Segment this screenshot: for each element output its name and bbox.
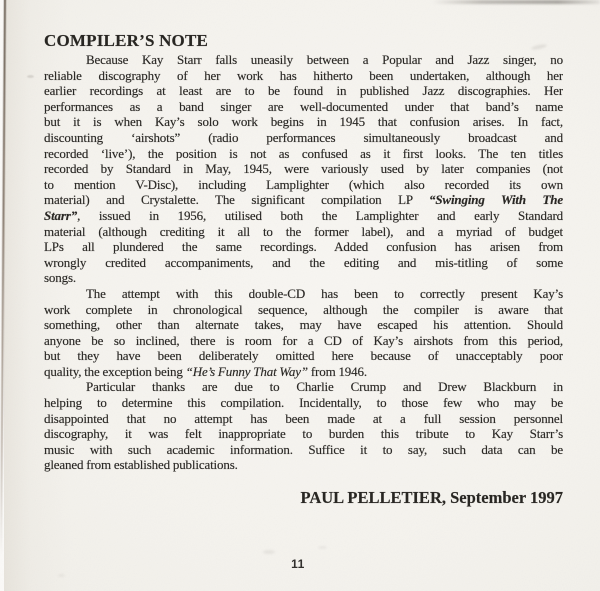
text-line — [44, 457, 563, 473]
text-segment-bold-italic: “Swinging With The — [429, 192, 563, 208]
text-segment: LPs all plundered the same recordings. Added confusion has arisen from — [44, 239, 563, 255]
text-segment-bold-italic: Starr” — [44, 207, 78, 223]
text-line — [44, 177, 563, 193]
text-line — [44, 52, 563, 68]
body-text — [44, 52, 563, 473]
text-line — [44, 239, 563, 255]
text-segment: material (although crediting it all to the former label), and a myriad of budget — [44, 223, 563, 239]
text-segment: wrongly credited accompaniments, and the editing and mis-titling of some — [44, 254, 563, 270]
text-segment: but it is when Kay’s solo work begins in 1945 that confusion arises. In fact, — [44, 114, 563, 130]
text-segment: recorded ‘live’), the position is not as confused as it first looks. The ten titles — [44, 145, 563, 161]
page-title: COMPILER’S NOTE — [44, 31, 209, 50]
scan-smudge — [531, 43, 547, 50]
text-line — [44, 208, 563, 224]
scan-smudge — [318, 546, 327, 549]
text-line — [44, 270, 563, 286]
text-segment: discounting ‘airshots” (radio performances simultaneously broadcast and — [44, 129, 563, 145]
text-segment: , issued in 1956, utilised both the Lamplighter and early Standard — [77, 207, 563, 223]
text-segment: to mention V-Disc), including Lamplighter (which also recorded its own — [44, 176, 563, 192]
text-segment: disappointed that no attempt has been made at a full session personnel — [44, 410, 563, 426]
text-line — [44, 426, 563, 442]
signature-line: PAUL PELLETIER, September 1997 — [300, 488, 563, 507]
scan-smudge — [27, 75, 34, 78]
text-segment: discography, it was felt inappropriate to burden this tribute to Kay Starr’s — [44, 426, 563, 442]
text-line — [44, 161, 563, 177]
scan-smudge-top-right — [432, 0, 600, 4]
text-segment: songs. — [44, 270, 76, 286]
text-line — [44, 379, 563, 395]
text-segment: reliable discography of her work has hitherto been undertaken, although her — [44, 67, 563, 83]
text-line — [44, 192, 563, 208]
text-segment: helping to determine this compilation. Incidentally, to those few who may be — [44, 395, 563, 411]
text-line — [44, 411, 563, 427]
text-line — [44, 68, 563, 84]
text-line — [44, 130, 563, 146]
text-segment: something, other than alternate takes, may have escaped his attention. Should — [44, 317, 563, 333]
text-line — [44, 286, 563, 302]
text-line — [44, 114, 563, 130]
text-segment: quality, the exception being — [44, 363, 186, 379]
text-segment: The attempt with this double-CD has been to correctly present Kay’s — [86, 285, 563, 301]
text-segment: gleaned from established publications. — [44, 457, 238, 473]
text-segment: earlier recordings at least are to be found in published Jazz discographies. Her — [44, 83, 563, 99]
text-line — [44, 99, 563, 115]
text-line — [44, 83, 563, 99]
text-segment: but they have been deliberately omitted here because of unacceptably poor — [44, 348, 563, 364]
text-line — [44, 364, 563, 380]
text-line — [44, 442, 563, 458]
text-segment: Particular thanks are due to Charlie Crump and Drew Blackburn in — [86, 379, 563, 395]
text-segment: performances as a band singer are well-documented under that band’s name — [44, 98, 563, 114]
text-segment: music with such academic information. Suffice it to say, such data can be — [44, 441, 563, 457]
text-segment-italic: “He’s Funny That Way” — [185, 363, 308, 379]
text-line — [44, 224, 563, 240]
text-line — [44, 348, 563, 364]
text-line — [44, 302, 563, 318]
scan-smudge — [58, 574, 65, 577]
text-segment: from 1946. — [307, 363, 367, 379]
text-segment: recorded by Standard in May, 1945, were variously used by later companies (not — [44, 161, 563, 177]
text-line — [44, 317, 563, 333]
text-segment: anyone be so inclined, there is room for a CD of Kay’s airshots from this period, — [44, 332, 563, 348]
text-line — [44, 146, 563, 162]
text-segment: Because Kay Starr falls uneasily between a Popular and Jazz singer, no — [86, 52, 563, 67]
text-segment: work complete in chronological sequence, although the compiler is aware that — [44, 301, 563, 317]
scan-smudge — [263, 550, 275, 554]
text-line — [44, 395, 563, 411]
text-segment: material) and Crystalette. The significant compilation LP — [44, 192, 429, 208]
text-line — [44, 255, 563, 271]
page-number: 11 — [291, 557, 305, 571]
text-line — [44, 333, 563, 349]
